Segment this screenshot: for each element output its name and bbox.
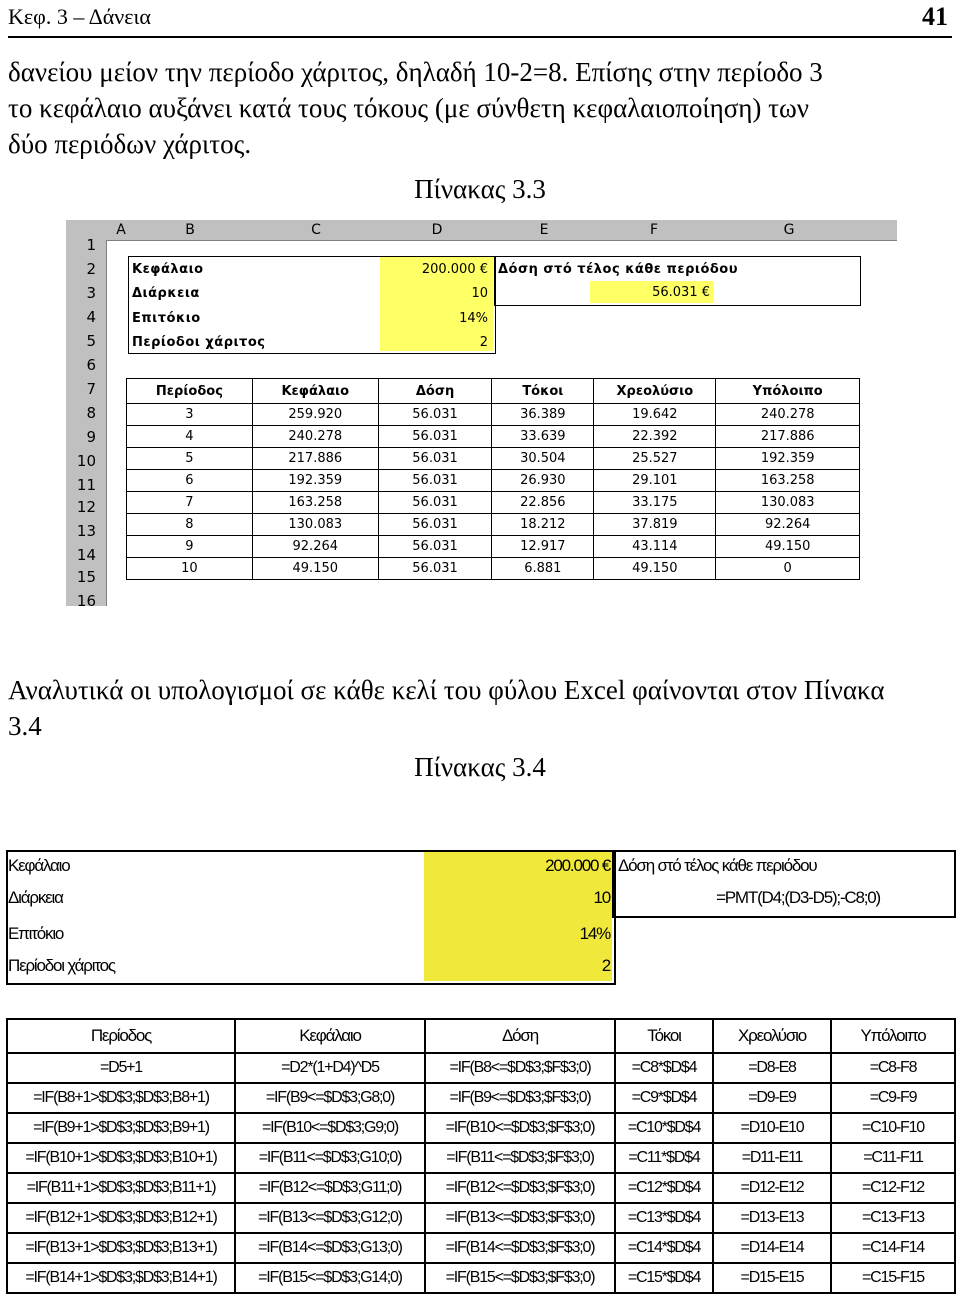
table-cell: 49.150 (716, 536, 860, 558)
input-label: Διάρκεια (132, 286, 200, 301)
formula-input-label: Επιτόκιο (8, 924, 64, 943)
row-header: 7 (86, 380, 96, 398)
formula-inputs (6, 850, 954, 985)
column-header: E (539, 222, 549, 238)
row-header: 4 (86, 308, 96, 326)
table-cell: =D10-E10 (713, 1113, 831, 1143)
table-header: Χρεολύσιο (594, 379, 716, 404)
row-header: 3 (86, 284, 96, 302)
table-cell: 33.639 (492, 426, 594, 448)
row-header: 8 (86, 404, 96, 422)
payment-label: Δόση στό τέλος κάθε περιόδου (498, 262, 739, 277)
paragraph-line: 3.4 (8, 711, 42, 741)
table-cell: =D12-E12 (713, 1173, 831, 1203)
formula-input-label: Κεφάλαιο (8, 856, 70, 875)
table-header: Υπόλοιπο (831, 1019, 955, 1053)
table-cell: 192.359 (252, 470, 378, 492)
formula-payment-label: Δόση στό τέλος κάθε περιόδου (618, 856, 817, 875)
table-cell: 6.881 (492, 558, 594, 580)
table-cell: =C12-F12 (831, 1173, 955, 1203)
table-cell: 29.101 (594, 470, 716, 492)
table-cell: =C9*$D$4 (615, 1083, 713, 1113)
formula-input-value: 10 (593, 888, 610, 907)
table-cell: 192.359 (716, 448, 860, 470)
table-cell: =IF(B13<=$D$3;$F$3;0) (425, 1203, 615, 1233)
table-cell: =IF(B8+1>$D$3;$D$3;B8+1) (7, 1083, 235, 1113)
formula-input-value: 200.000 € (545, 856, 610, 875)
table-cell: 240.278 (252, 426, 378, 448)
table-cell: 8 (127, 514, 253, 536)
table-cell: =C13-F13 (831, 1203, 955, 1233)
table-cell: 18.212 (492, 514, 594, 536)
table-cell: =IF(B10<=$D$3;G9;0) (235, 1113, 425, 1143)
paragraph-line: το κεφάλαιο αυξάνει κατά τους τόκους (με σύνθετη κεφαλαιοποίηση) των (8, 93, 809, 123)
table-row (127, 426, 860, 448)
formula-payment-value: =PMT(D4;(D3-D5);-C8;0) (716, 888, 880, 907)
formula-table (6, 1018, 956, 1294)
column-header: B (185, 222, 195, 238)
table-cell: =C12*$D$4 (615, 1173, 713, 1203)
table-cell: =D14-E14 (713, 1233, 831, 1263)
row-header: 12 (76, 498, 96, 516)
table-cell: 56.031 (378, 404, 492, 426)
table-header-row (127, 379, 860, 404)
table-cell: =IF(B12<=$D$3;$F$3;0) (425, 1173, 615, 1203)
table-cell: =D15-E15 (713, 1263, 831, 1293)
table-row (7, 1083, 955, 1113)
table-cell: 19.642 (594, 404, 716, 426)
row-header: 13 (76, 522, 96, 540)
table-cell: 43.114 (594, 536, 716, 558)
table-caption-3-4: Πίνακας 3.4 (414, 752, 546, 782)
table-cell: 5 (127, 448, 253, 470)
table-cell: 163.258 (252, 492, 378, 514)
table-cell: 7 (127, 492, 253, 514)
table-cell: 130.083 (716, 492, 860, 514)
table-cell: 56.031 (378, 558, 492, 580)
table-cell: =C14*$D$4 (615, 1233, 713, 1263)
table-row (7, 1173, 955, 1203)
table-row (127, 558, 860, 580)
table-cell: =IF(B10<=$D$3;$F$3;0) (425, 1113, 615, 1143)
table-cell: =C15-F15 (831, 1263, 955, 1293)
paragraph-2 (8, 672, 952, 744)
table-cell: 56.031 (378, 492, 492, 514)
table-cell: 22.856 (492, 492, 594, 514)
table-cell: 12.917 (492, 536, 594, 558)
table-cell: 33.175 (594, 492, 716, 514)
table-cell: =IF(B13+1>$D$3;$D$3;B13+1) (7, 1233, 235, 1263)
table-header: Περίοδος (7, 1019, 235, 1053)
input-label: Κεφάλαιο (132, 262, 204, 277)
row-header: 1 (86, 236, 96, 254)
table-cell: 217.886 (716, 426, 860, 448)
table-row (7, 1113, 955, 1143)
table-row (7, 1233, 955, 1263)
table-cell: =C14-F14 (831, 1233, 955, 1263)
table-cell: 56.031 (378, 448, 492, 470)
row-header: 14 (76, 546, 96, 564)
table-header: Υπόλοιπο (716, 379, 860, 404)
input-value: 10 (471, 286, 488, 301)
table-header: Δόση (425, 1019, 615, 1053)
table-row (127, 536, 860, 558)
column-header: F (649, 222, 659, 238)
table-cell: =IF(B11<=$D$3;G10;0) (235, 1143, 425, 1173)
table-cell: 4 (127, 426, 253, 448)
table-cell: 240.278 (716, 404, 860, 426)
table-cell: =D5+1 (7, 1053, 235, 1083)
table-cell: =IF(B14<=$D$3;$F$3;0) (425, 1233, 615, 1263)
table-cell: =C10*$D$4 (615, 1113, 713, 1143)
table-header: Χρεολύσιο (713, 1019, 831, 1053)
input-label: Επιτόκιο (132, 311, 201, 326)
table-cell: =IF(B11+1>$D$3;$D$3;B11+1) (7, 1173, 235, 1203)
table-cell: 30.504 (492, 448, 594, 470)
table-row (7, 1143, 955, 1173)
table-cell: =D8-E8 (713, 1053, 831, 1083)
table-cell: 92.264 (716, 514, 860, 536)
table-cell: =C11*$D$4 (615, 1143, 713, 1173)
page-header (8, 0, 952, 38)
formula-input-value: 2 (601, 956, 610, 975)
amortization-table (126, 378, 860, 580)
table-row (127, 404, 860, 426)
table-cell: 25.527 (594, 448, 716, 470)
table-cell: 130.083 (252, 514, 378, 536)
table-cell: 163.258 (716, 470, 860, 492)
table-cell: =IF(B13<=$D$3;G12;0) (235, 1203, 425, 1233)
table-cell: =IF(B12+1>$D$3;$D$3;B12+1) (7, 1203, 235, 1233)
paragraph-line: δύο περιόδων χάριτος. (8, 129, 252, 159)
page-number: 41 (922, 2, 948, 31)
table-cell: =IF(B14<=$D$3;G13;0) (235, 1233, 425, 1263)
table-cell: 217.886 (252, 448, 378, 470)
row-header: 5 (86, 332, 96, 350)
table-cell: =IF(B8<=$D$3;$F$3;0) (425, 1053, 615, 1083)
row-header: 2 (86, 260, 96, 278)
row-header: 11 (76, 476, 96, 494)
table-cell: 0 (716, 558, 860, 580)
row-headers (66, 236, 107, 606)
table-row (127, 448, 860, 470)
column-header: A (116, 222, 126, 238)
table-row (127, 470, 860, 492)
table-cell: 92.264 (252, 536, 378, 558)
excel-sheet (66, 220, 897, 606)
formula-input-label: Διάρκεια (8, 888, 63, 907)
row-header: 15 (76, 568, 96, 586)
input-value: 2 (479, 335, 488, 350)
table-cell: 6 (127, 470, 253, 492)
table-caption-3-3: Πίνακας 3.3 (414, 174, 546, 204)
table-cell: =D11-E11 (713, 1143, 831, 1173)
table-row (7, 1263, 955, 1293)
table-cell: =C9-F9 (831, 1083, 955, 1113)
table-row (127, 514, 860, 536)
payment-value: 56.031 € (652, 285, 710, 300)
table-header: Τόκοι (492, 379, 594, 404)
table-cell: 259.920 (252, 404, 378, 426)
table-cell: 49.150 (252, 558, 378, 580)
table-header: Δόση (378, 379, 492, 404)
table-cell: 22.392 (594, 426, 716, 448)
table-cell: =D13-E13 (713, 1203, 831, 1233)
table-cell: =C10-F10 (831, 1113, 955, 1143)
row-header: 6 (86, 356, 96, 374)
row-header: 16 (76, 592, 96, 606)
table-header: Περίοδος (127, 379, 253, 404)
table-cell: =C11-F11 (831, 1143, 955, 1173)
column-header: G (783, 222, 795, 238)
row-header: 10 (76, 452, 96, 470)
paragraph-line: Αναλυτικά οι υπολογισμοί σε κάθε κελί του φύλου Excel φαίνονται στον Πίνακα (8, 675, 885, 705)
paragraph-line: δανείου μείον την περίοδο χάριτος, δηλαδή 10-2=8. Επίσης στην περίοδο 3 (8, 57, 823, 87)
table-row (127, 492, 860, 514)
table-header: Τόκοι (615, 1019, 713, 1053)
column-headers (66, 220, 897, 241)
table-cell: 10 (127, 558, 253, 580)
table-cell: =IF(B12<=$D$3;G11;0) (235, 1173, 425, 1203)
table-cell: =IF(B11<=$D$3;$F$3;0) (425, 1143, 615, 1173)
table-cell: =D9-E9 (713, 1083, 831, 1113)
table-cell: 9 (127, 536, 253, 558)
table-cell: =IF(B14+1>$D$3;$D$3;B14+1) (7, 1263, 235, 1293)
formula-input-label: Περίοδοι χάριτος (8, 956, 115, 975)
table-cell: 37.819 (594, 514, 716, 536)
table-cell: =C13*$D$4 (615, 1203, 713, 1233)
table-cell: 56.031 (378, 426, 492, 448)
table-header: Κεφάλαιο (235, 1019, 425, 1053)
table-cell: 56.031 (378, 536, 492, 558)
input-label: Περίοδοι χάριτος (132, 335, 266, 350)
table-cell: 56.031 (378, 470, 492, 492)
formula-input-value: 14% (579, 924, 610, 943)
table-cell: =C8-F8 (831, 1053, 955, 1083)
table-cell: =IF(B9<=$D$3;G8;0) (235, 1083, 425, 1113)
table-cell: =IF(B15<=$D$3;$F$3;0) (425, 1263, 615, 1293)
table-cell: 26.930 (492, 470, 594, 492)
table-cell: =IF(B10+1>$D$3;$D$3;B10+1) (7, 1143, 235, 1173)
table-cell: =IF(B9+1>$D$3;$D$3;B9+1) (7, 1113, 235, 1143)
column-header: C (311, 222, 321, 238)
table-cell: =IF(B15<=$D$3;G14;0) (235, 1263, 425, 1293)
paragraph-1 (8, 54, 952, 162)
table-cell: 49.150 (594, 558, 716, 580)
input-value: 200.000 € (421, 262, 488, 277)
table-cell: =C8*$D$4 (615, 1053, 713, 1083)
input-value: 14% (459, 311, 488, 326)
column-header: D (431, 222, 443, 238)
table-row (7, 1203, 955, 1233)
row-header: 9 (86, 428, 96, 446)
table-cell: =D2*(1+D4)^D5 (235, 1053, 425, 1083)
table-cell: 3 (127, 404, 253, 426)
table-row (7, 1053, 955, 1083)
table-cell: 36.389 (492, 404, 594, 426)
table-cell: 56.031 (378, 514, 492, 536)
table-header: Κεφάλαιο (252, 379, 378, 404)
table-cell: =C15*$D$4 (615, 1263, 713, 1293)
table-cell: =IF(B9<=$D$3;$F$3;0) (425, 1083, 615, 1113)
table-header-row (7, 1019, 955, 1053)
chapter-title: Κεφ. 3 – Δάνεια (8, 4, 151, 29)
